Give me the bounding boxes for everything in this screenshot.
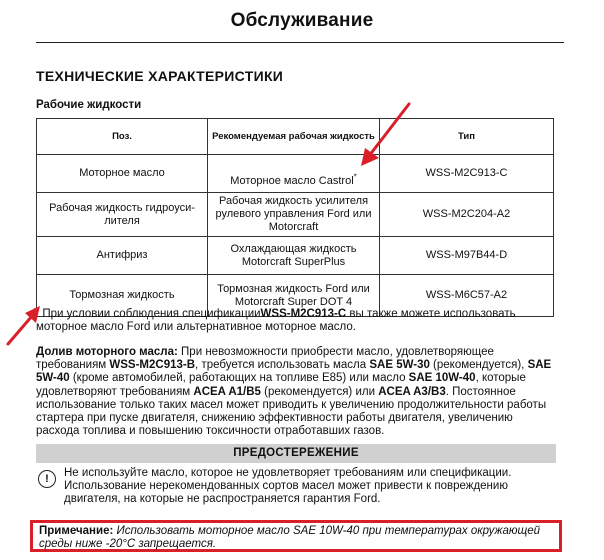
table-cell-position: Тормозная жидкость [37,275,208,317]
oil-acea-spec: ACEA A3/B3 [378,385,446,398]
table-cell-type: WSS-M2C913-C [380,155,554,193]
table-cell-fluid: Охлаждающая жидкость Motorcraft SuperPlus [208,237,380,275]
oil-sae-grade: SAE 5W-30 [369,359,430,372]
oil-sae-grade: SAE 10W-40 [408,372,476,385]
table-header-row [37,119,554,155]
oil-text: , требуется использовать масла [195,359,370,372]
section-heading: ТЕХНИЧЕСКИЕ ХАРАКТЕРИСТИКИ [36,68,284,84]
table-row [37,193,554,237]
table-header-position: Поз. [37,119,208,155]
oil-text: При невозможности приобрести масло, удовлетворяющее требованиям [36,346,494,372]
oil-text: (рекомендуется), [429,359,528,372]
note-text: Использовать моторное масло SAE 10W-40 при температурах окружающей среды ниже -20°C запрещается. [39,525,541,551]
annotation-arrow-icon [4,300,46,348]
oil-topup-paragraph [36,346,556,438]
oil-text: , которые удовлетворяют требованиям [36,372,526,398]
oil-text: (кроме автомобилей, работающих на топливе E85) или масло [69,372,409,385]
table-cell-fluid: Рабочая жидкость усилителя рулевого управления Ford или Motorcraft [208,193,380,237]
footnote-text-before: При условии соблюдения спецификации [42,308,261,320]
table-cell-type: WSS-M97B44-D [380,237,554,275]
footnote-spec: WSS-M2C913-C [260,308,347,320]
warning-text: Не используйте масло, которое не удовлетворяет требованиям или спецификации. Использование нерекомендованных сортов масел может привести к повреждению двигателя, на которые не распространяется гарантия Ford. [64,467,512,506]
table-cell-type: WSS-M6C57-A2 [380,275,554,317]
oil-sae-grade: SAE 5W-40 [36,359,552,385]
note-label: Примечание: [39,525,114,537]
fluids-subheading: Рабочие жидкости [36,99,142,111]
footnote [36,308,556,334]
table-header-fluid: Рекомендуемая рабочая жидкость [208,119,380,155]
page-title: Обслуживание [230,10,374,31]
warning-title-bar: ПРЕДОСТЕРЕЖЕНИЕ [36,444,556,463]
oil-topup-label: Долив моторного масла: [36,346,178,358]
fluids-table [36,118,554,317]
table-cell-type: WSS-M2C204-A2 [380,193,554,237]
warning-icon: ! [38,470,56,488]
table-header-type: Тип [380,119,554,155]
title-divider [36,42,564,43]
table-cell-fluid [208,155,380,193]
table-cell-position: Рабочая жидкость гидроуси-лителя [37,193,208,237]
oil-spec: WSS-M2C913-B [109,359,196,372]
footnote-mark: * [353,172,357,182]
oil-text: (рекомендуется) или [260,385,379,398]
annotation-arrow-icon [355,100,415,170]
fluid-text: Моторное масло Castrol [230,175,354,187]
table-row [37,237,554,275]
oil-acea-spec: ACEA A1/B5 [193,385,261,398]
oil-text: . Постоянное использование только таких масел может приводить к увеличению продолжительности работы стартера при пуске двигателя, снижению эффективности работы двигателя, увеличению расхода топлива и повышению токсичности отработавших газов. [36,385,547,438]
note-highlight-box [30,520,562,552]
table-cell-fluid: Тормозная жидкость Ford или Motorcraft Super DOT 4 [208,275,380,317]
table-cell-position: Антифриз [37,237,208,275]
table-row [37,155,554,193]
footnote-text-after: вы также можете использовать моторное масло Ford или альтернативное моторное масло. [36,308,516,334]
table-cell-position: Моторное масло [37,155,208,193]
